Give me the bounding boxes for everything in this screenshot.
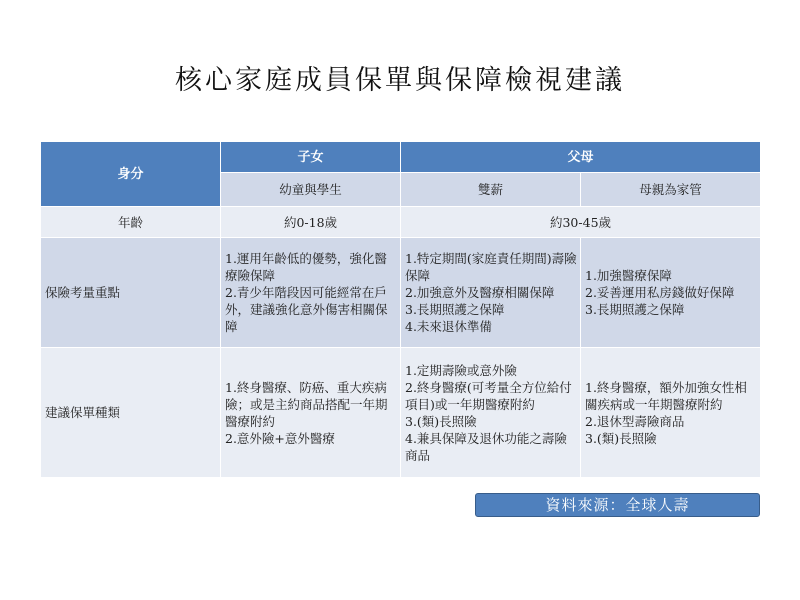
focus-dual: 1.特定期間(家庭責任期間)壽險保障 2.加強意外及醫療相關保障 3.長期照護之保障 4.未來退休準備 xyxy=(401,238,581,348)
table-row-age xyxy=(41,207,761,238)
age-children: 約0-18歲 xyxy=(221,207,401,238)
age-parents: 約30-45歲 xyxy=(401,207,761,238)
focus-label: 保險考量重點 xyxy=(41,238,221,348)
table-row-policy xyxy=(41,348,761,478)
policy-dual: 1.定期壽險或意外險 2.終身醫療(可考量全方位給付項目)或一年期醫療附約 3.(類)長照險 4.兼具保障及退休功能之壽險商品 xyxy=(401,348,581,478)
source-badge: 資料來源：全球人壽 xyxy=(475,493,760,517)
header-identity: 身分 xyxy=(41,142,221,207)
focus-home: 1.加強醫療保障 2.妥善運用私房錢做好保障 3.長期照護之保障 xyxy=(581,238,761,348)
header-parents-home: 母親為家管 xyxy=(581,173,761,207)
age-label: 年齡 xyxy=(41,207,221,238)
page-title: 核心家庭成員保單與保障檢視建議 xyxy=(175,65,625,96)
insurance-table xyxy=(40,141,761,478)
table-row-focus xyxy=(41,238,761,348)
header-children: 子女 xyxy=(221,142,401,173)
focus-children: 1.運用年齡低的優勢，強化醫療險保障 2.青少年階段因可能經常在戶外，建議強化意外傷害相關保障 xyxy=(221,238,401,348)
header-parents: 父母 xyxy=(401,142,761,173)
header-parents-dual: 雙薪 xyxy=(401,173,581,207)
policy-home: 1.終身醫療，額外加強女性相關疾病或一年期醫療附約 2.退休型壽險商品 3.(類)長照險 xyxy=(581,348,761,478)
policy-label: 建議保單種類 xyxy=(41,348,221,478)
header-children-sub: 幼童與學生 xyxy=(221,173,401,207)
policy-children: 1.終身醫療、防癌、重大疾病險；或是主約商品搭配一年期醫療附約 2.意外險+意外醫療 xyxy=(221,348,401,478)
